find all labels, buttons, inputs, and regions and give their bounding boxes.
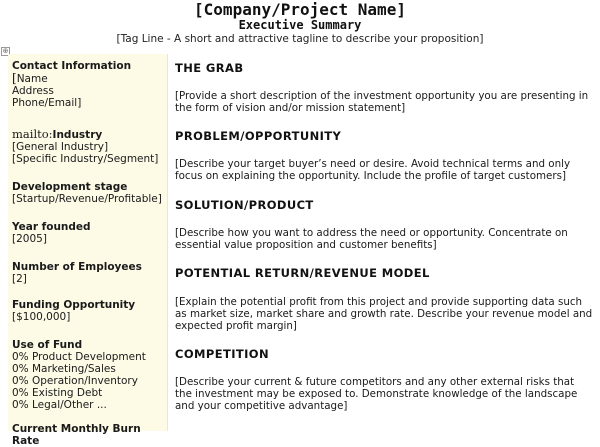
year-label: Year founded (12, 221, 91, 233)
table-move-handle-icon[interactable]: ⊕ (2, 47, 9, 55)
sidebar-panel (8, 54, 168, 447)
section-title-grab[interactable]: THE GRAB (175, 61, 244, 75)
use-item[interactable]: 0% Operation/Inventory (12, 375, 138, 387)
contact-block (12, 60, 167, 109)
funding-value[interactable]: [$100,000] (12, 311, 71, 323)
industry-label (12, 128, 167, 141)
contact-text: Name Address Phone/Email] (12, 73, 82, 109)
burn-rate-block (12, 423, 167, 447)
funding-block (12, 299, 167, 323)
use-item[interactable]: 0% Product Development (12, 351, 146, 363)
section-title-return[interactable]: POTENTIAL RETURN/REVENUE MODEL (175, 266, 430, 280)
burn-rate-label: Current Monthly Burn Rate (12, 423, 141, 447)
stage-value[interactable]: [Startup/Revenue/Profitable] (12, 193, 162, 205)
section-title-solution[interactable]: SOLUTION/PRODUCT (175, 198, 314, 212)
document-header (0, 0, 600, 46)
contact-label: Contact Information (12, 60, 132, 72)
use-of-fund-label: Use of Fund (12, 339, 83, 351)
use-item[interactable]: 0% Marketing/Sales (12, 363, 116, 375)
use-of-fund-block (12, 339, 167, 411)
tagline[interactable]: [Tag Line - A short and attractive tagline to describe your proposition] (116, 33, 484, 45)
stage-label: Development stage (12, 181, 128, 193)
year-block (12, 221, 167, 245)
industry-value[interactable]: [General Industry] [Specific Industry/Segment] (12, 141, 159, 165)
employees-value[interactable]: [2] (12, 273, 27, 285)
section-body-competition[interactable]: [Describe your current & future competitors and any other external risks that the investment may be exposed to. Demonstrate knowledge of the landscape and your competitive advantage] (175, 376, 578, 412)
section-body-return[interactable]: [Explain the potential profit from this project and provide supporting data such as market size, market share and growth rate. Describe your revenue model and expected profit margin] (175, 296, 593, 332)
section-body-problem[interactable]: [Describe your target buyer’s need or desire. Avoid technical terms and only focus on explaining the opportunity. Include the profile of target customers] (175, 158, 571, 182)
section-body-solution[interactable]: [Describe how you want to address the need or opportunity. Concentrate on essential value proposition and customer benefits] (175, 227, 568, 251)
section-title-problem[interactable]: PROBLEM/OPPORTUNITY (175, 129, 342, 143)
mailto-prefix[interactable]: mailto: (12, 127, 53, 141)
year-value[interactable]: [2005] (12, 233, 47, 245)
document-subtitle[interactable]: Executive Summary (238, 18, 362, 32)
contact-value[interactable] (12, 72, 167, 109)
stage-block (12, 181, 167, 205)
section-body-grab[interactable]: [Provide a short description of the investment opportunity you are presenting in the form of vision and/or mission statement] (175, 90, 589, 114)
use-item[interactable]: 0% Legal/Other ... (12, 399, 107, 411)
industry-label-text: Industry (52, 129, 103, 141)
employees-block (12, 261, 167, 285)
section-title-competition[interactable]: COMPETITION (175, 347, 269, 361)
employees-label: Number of Employees (12, 261, 142, 273)
use-item[interactable]: 0% Existing Debt (12, 387, 103, 399)
contact-bracket: [ (12, 71, 17, 85)
funding-label: Funding Opportunity (12, 299, 136, 311)
company-name[interactable]: [Company/Project Name] (194, 0, 406, 19)
industry-block (12, 128, 167, 165)
